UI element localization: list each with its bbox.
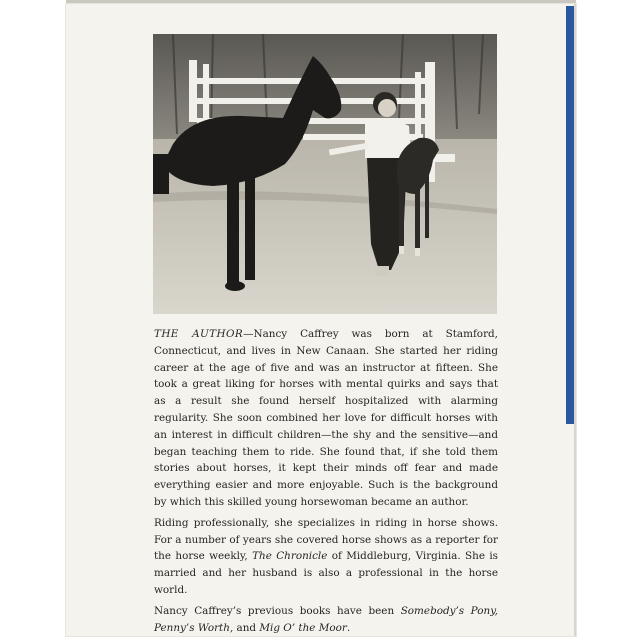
bio-paragraph-1-text: —Nancy Caffrey was born at Stamford, Connecticut, and lives in New Canaan. She started her riding career at the age of five and was an instructor at fifteen. She took a great liking for horses with mental quirks and says that as a result she found herself hospitalized with alarming regularity. She soon combined her love for difficult horses with an interest in difficult children—the shy and the sensitive—and began teaching them to ride. She found that, if she told them stories about horses, it kept their minds off fear and made everything easier and more enjoyable. Such is the background by which this skilled young horsewoman became an author. bbox=[154, 328, 498, 508]
bio-paragraph-3-mid: and bbox=[233, 621, 260, 634]
author-bio bbox=[154, 326, 498, 640]
publication-title: The Chronicle bbox=[252, 550, 328, 563]
author-photo-illustration bbox=[153, 34, 497, 314]
bio-paragraph-2-start: Riding professionally, she specializes in riding in horse shows. For a number of years she covered horse shows as a reporter for the horse weekly, bbox=[154, 516, 498, 563]
bio-paragraph-1 bbox=[154, 326, 498, 511]
bio-paragraph-2-end: of Middleburg, Virginia. She is married and her husband is also a professional in the horse world. bbox=[154, 550, 498, 596]
bio-paragraph-3-start: Nancy Caffrey’s previous books have been bbox=[154, 604, 401, 617]
bio-paragraph-2 bbox=[154, 515, 498, 599]
bio-paragraph-3-end: . bbox=[346, 621, 351, 634]
spine-blue-strip bbox=[566, 6, 574, 424]
author-photo bbox=[153, 34, 497, 314]
previous-books-1: Somebody’s Pony, Penny’s Worth, bbox=[154, 604, 498, 634]
bio-paragraph-3 bbox=[154, 603, 498, 637]
previous-books-2: Mig O’ the Moor bbox=[259, 621, 347, 634]
bio-heading: THE AUTHOR bbox=[154, 328, 244, 340]
